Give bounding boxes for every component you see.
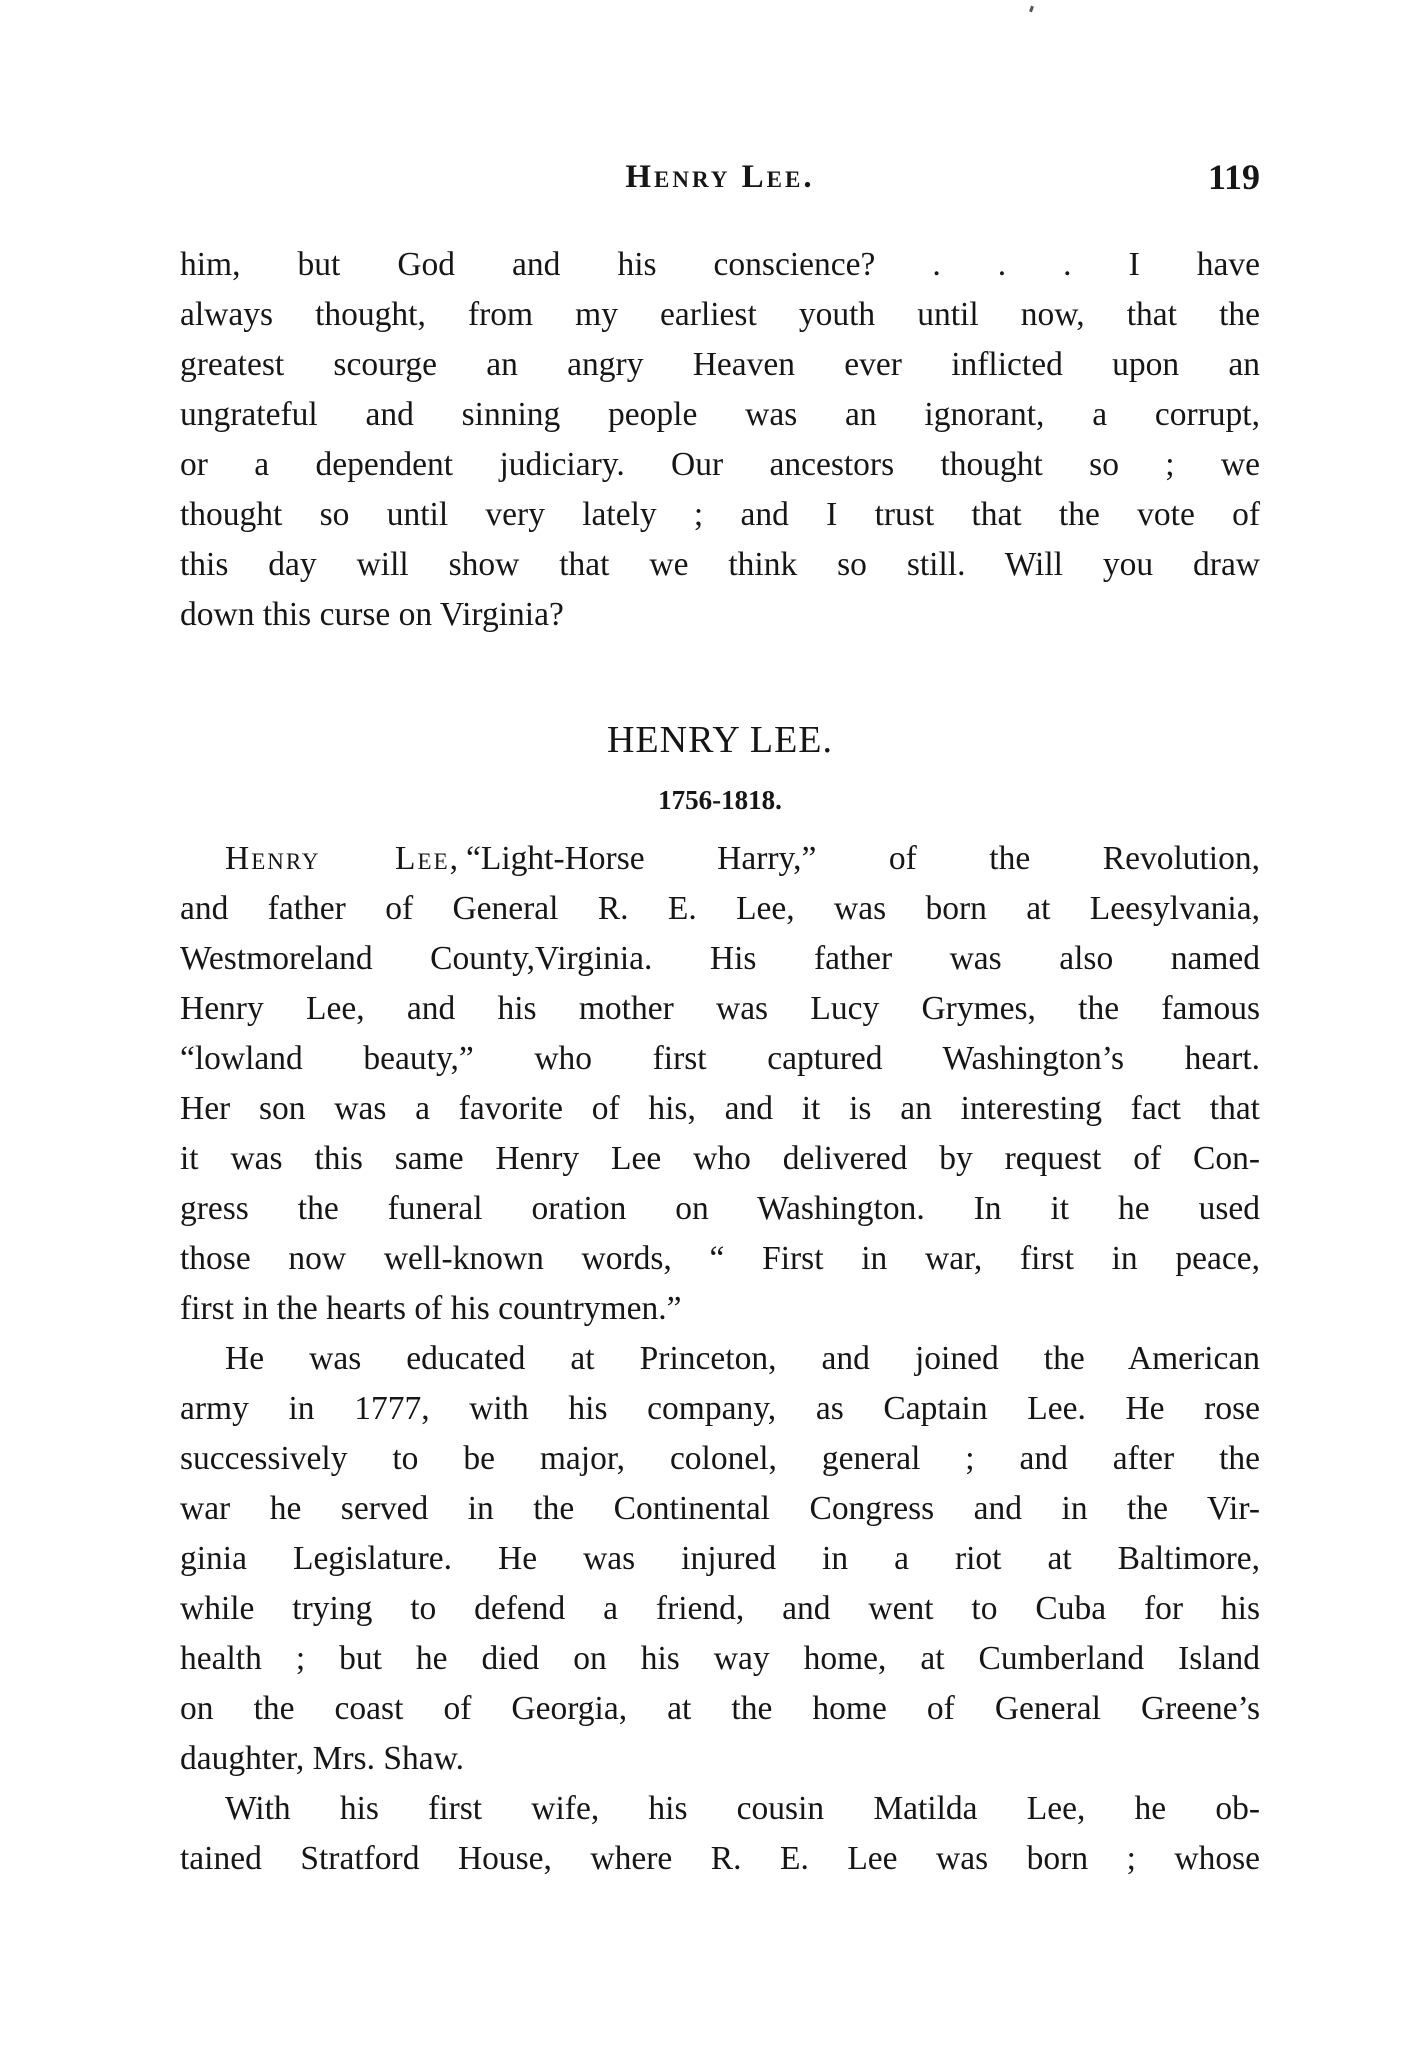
text-line: successively to be major, colonel, general ; and after the — [180, 1440, 1260, 1477]
text-line: Westmoreland County,Virginia. His father was also named — [180, 940, 1260, 977]
text-line: Henry Lee, and his mother was Lucy Grymes, the famous — [180, 990, 1260, 1027]
text-line: war he served in the Continental Congress and in the Vir- — [180, 1490, 1260, 1527]
text-line: or a dependent judiciary. Our ancestors thought so ; we — [180, 446, 1260, 483]
text-line: He was educated at Princeton, and joined the American — [225, 1340, 1260, 1377]
text-line: “lowland beauty,” who first captured Washington’s heart. — [180, 1040, 1260, 1077]
text-line: With his first wife, his cousin Matilda Lee, he ob- — [225, 1790, 1260, 1827]
lead-in-name: Henry Lee, — [225, 840, 460, 877]
text-line: it was this same Henry Lee who delivered by request of Con- — [180, 1140, 1260, 1177]
text-line: him, but God and his conscience? . . . I have — [180, 246, 1260, 283]
text-line: thought so until very lately ; and I trust that the vote of — [180, 496, 1260, 533]
text-line: army in 1777, with his company, as Captain Lee. He rose — [180, 1390, 1260, 1427]
text-line: gress the funeral oration on Washington. In it he used — [180, 1190, 1260, 1227]
text-line: first in the hearts of his countrymen.” — [180, 1290, 682, 1327]
text-line: ginia Legislature. He was injured in a riot at Baltimore, — [180, 1540, 1260, 1577]
quote-continuation — [180, 240, 1260, 640]
running-title: Henry Lee. — [625, 159, 815, 195]
paragraph-2 — [180, 1334, 1260, 1784]
section-title: HENRY LEE. — [606, 719, 833, 761]
text-line: this day will show that we think so still. Will you draw — [180, 546, 1260, 583]
running-header — [180, 152, 1260, 202]
text-line: always thought, from my earliest youth until now, that the — [180, 296, 1260, 333]
text-line: on the coast of Georgia, at the home of General Greene’s — [180, 1690, 1260, 1727]
text-line: down this curse on Virginia? — [180, 596, 564, 633]
text-line: ungrateful and sinning people was an ignorant, a corrupt, — [180, 396, 1260, 433]
page-number: 119 — [1207, 157, 1260, 197]
text-line: daughter, Mrs. Shaw. — [180, 1740, 464, 1777]
text-line: while trying to defend a friend, and went to Cuba for his — [180, 1590, 1260, 1627]
text-line: those now well-known words, “ First in war, first in peace, — [180, 1240, 1260, 1277]
text-line: and father of General R. E. Lee, was born at Leesylvania, — [180, 890, 1260, 927]
paper-speck — [1029, 6, 1034, 13]
text-line: Her son was a favorite of his, and it is an interesting fact that — [180, 1090, 1260, 1127]
paragraph-1 — [180, 834, 1260, 1334]
text-line: greatest scourge an angry Heaven ever inflicted upon an — [180, 346, 1260, 383]
section-dates: 1756-1818. — [658, 785, 782, 815]
paragraph-3 — [180, 1784, 1260, 1884]
text-line-first — [180, 834, 1260, 884]
text-line: tained Stratford House, where R. E. Lee was born ; whose — [180, 1840, 1260, 1877]
text-line: health ; but he died on his way home, at Cumberland Island — [180, 1640, 1260, 1677]
text-line-rest: “Light-Horse Harry,” of the Revolution, — [466, 840, 1260, 877]
